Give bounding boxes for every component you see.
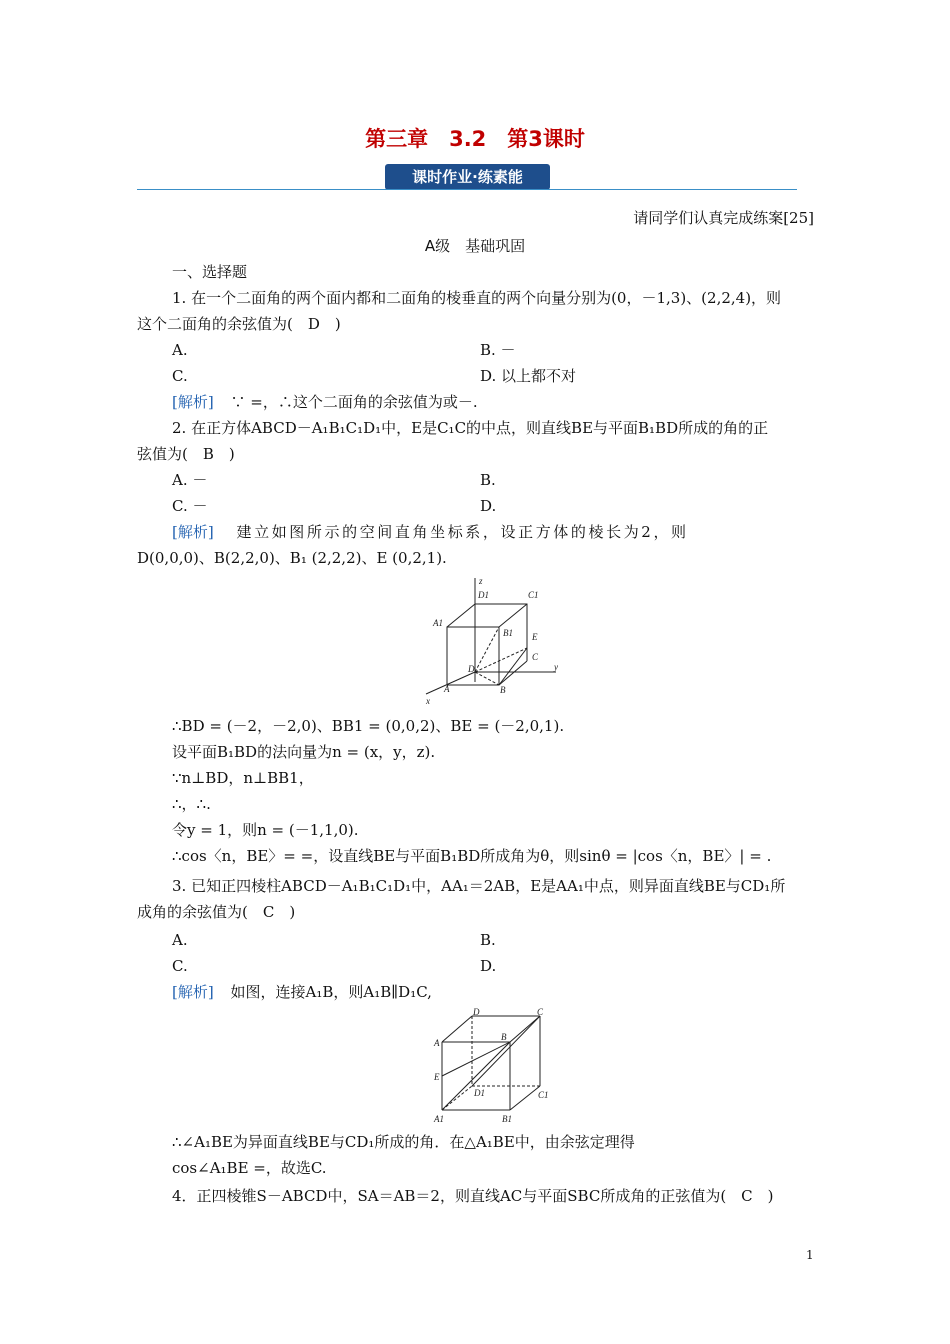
q1-option-c: C. bbox=[172, 367, 188, 385]
q3-step1: ∴∠A₁BE为异面直线BE与CD₁所成的角．在△A₁BE中，由余弦定理得 bbox=[172, 1133, 635, 1151]
q1-option-d: D. 以上都不对 bbox=[480, 367, 577, 385]
q3-solution-tag: [解析] bbox=[172, 983, 214, 1001]
header-divider bbox=[137, 189, 797, 190]
q2-solution-tag: [解析] bbox=[172, 523, 214, 541]
q3-option-b: B. bbox=[480, 931, 496, 949]
q3-solution: 如图，连接A₁B，则A₁B∥D₁C, bbox=[230, 983, 432, 1001]
q3-option-a: A. bbox=[172, 931, 188, 949]
fig2-label-e: E bbox=[434, 1072, 440, 1082]
q1-solution: ∵ =，∴这个二面角的余弦值为或－. bbox=[230, 393, 478, 411]
q2-step6: ∴cos〈n，BE〉= =，设直线BE与平面B₁BD所成角为θ，则sinθ = |cos〈n，BE〉| = . bbox=[172, 847, 772, 865]
q2-step3: ∵n⊥BD，n⊥BB1， bbox=[172, 769, 314, 787]
fig1-label-d: D bbox=[468, 664, 475, 674]
q2-step5: 令y = 1，则n = (－1,1,0). bbox=[172, 821, 359, 839]
q1-stem-line1: 1. 在一个二面角的两个面内都和二面角的棱垂直的两个向量分别为(0，－1,3)、(2,2,4)，则 bbox=[172, 289, 782, 307]
cube-top-back bbox=[475, 604, 527, 652]
homework-banner: 课时作业·练素能 bbox=[385, 164, 550, 190]
fig1-label-y: y bbox=[554, 662, 558, 672]
q3-option-c: C. bbox=[172, 957, 188, 975]
fig1-label-c1: C1 bbox=[528, 590, 539, 600]
page-number: 1 bbox=[806, 1248, 814, 1262]
cube-front-face bbox=[447, 627, 499, 685]
fig1-label-z: z bbox=[479, 576, 483, 586]
chapter-title: 第三章 3.2 第3课时 bbox=[365, 127, 585, 151]
q3-stem-line1: 3. 已知正四棱柱ABCD－A₁B₁C₁D₁中，AA₁＝2AB，E是AA₁中点，则异面直线BE与CD₁所 bbox=[172, 877, 786, 895]
q2-option-a: A. － bbox=[172, 471, 208, 489]
fig2-label-d: D bbox=[473, 1007, 480, 1017]
fig2-label-b: B bbox=[501, 1032, 507, 1042]
q2-step1: ∴BD = (－2，－2,0)、BB1 = (0,0,2)、BE = (－2,0,1). bbox=[172, 717, 565, 735]
q3-option-d: D. bbox=[480, 957, 497, 975]
level-heading: A级 基础巩固 bbox=[424, 237, 526, 255]
fig2-label-a: A bbox=[434, 1038, 440, 1048]
q3-stem-line2: 成角的余弦值为( C ) bbox=[137, 903, 296, 921]
fig1-label-b1: B1 bbox=[503, 628, 513, 638]
cube-coordinate-figure bbox=[418, 574, 568, 708]
section-heading: 一、选择题 bbox=[172, 263, 248, 281]
q1-option-a: A. bbox=[172, 341, 188, 359]
q2-option-d: D. bbox=[480, 497, 497, 515]
fig1-label-x: x bbox=[426, 696, 430, 706]
q2-step2: 设平面B₁BD的法向量为n = (x，y，z). bbox=[172, 743, 436, 761]
q3-step2: cos∠A₁BE =，故选C. bbox=[172, 1159, 327, 1177]
fig2-label-b1: B1 bbox=[502, 1114, 512, 1124]
fig1-label-c: C bbox=[532, 652, 539, 662]
fig1-label-d1: D1 bbox=[478, 590, 489, 600]
fig1-label-b: B bbox=[500, 685, 506, 695]
fig2-label-c: C bbox=[537, 1007, 544, 1017]
q2-stem-line2: 弦值为( B ) bbox=[137, 445, 235, 463]
fig1-label-a: A bbox=[444, 684, 450, 694]
q1-option-b: B. － bbox=[480, 341, 516, 359]
q4-stem: 4．正四棱锥S－ABCD中，SA＝AB＝2，则直线AC与平面SBC所成角的正弦值为( C ) bbox=[172, 1187, 774, 1205]
fig2-label-d1: D1 bbox=[474, 1088, 485, 1098]
assignment-note: 请同学们认真完成练案[25] bbox=[633, 209, 814, 227]
q2-solution-line2: D(0,0,0)、B(2,2,0)、B₁ (2,2,2)、E (0,2,1). bbox=[137, 549, 447, 567]
q2-option-c: C. － bbox=[172, 497, 208, 515]
fig1-label-a1: A1 bbox=[433, 618, 443, 628]
fig2-label-a1: A1 bbox=[434, 1114, 444, 1124]
x-axis bbox=[426, 672, 475, 694]
q2-solution-line1: 建立如图所示的空间直角坐标系，设正方体的棱长为2，则 bbox=[236, 523, 689, 541]
q2-option-b: B. bbox=[480, 471, 496, 489]
fig2-label-c1: C1 bbox=[538, 1090, 549, 1100]
prism-figure bbox=[430, 1006, 554, 1128]
q1-stem-line2: 这个二面角的余弦值为( D ) bbox=[137, 315, 341, 333]
q1-solution-tag: [解析] bbox=[172, 393, 214, 411]
q2-step4: ∴，∴. bbox=[172, 795, 211, 813]
q2-stem-line1: 2. 在正方体ABCD－A₁B₁C₁D₁中，E是C₁C的中点，则直线BE与平面B₁BD所成的角的正 bbox=[172, 419, 769, 437]
fig1-label-e: E bbox=[532, 632, 538, 642]
